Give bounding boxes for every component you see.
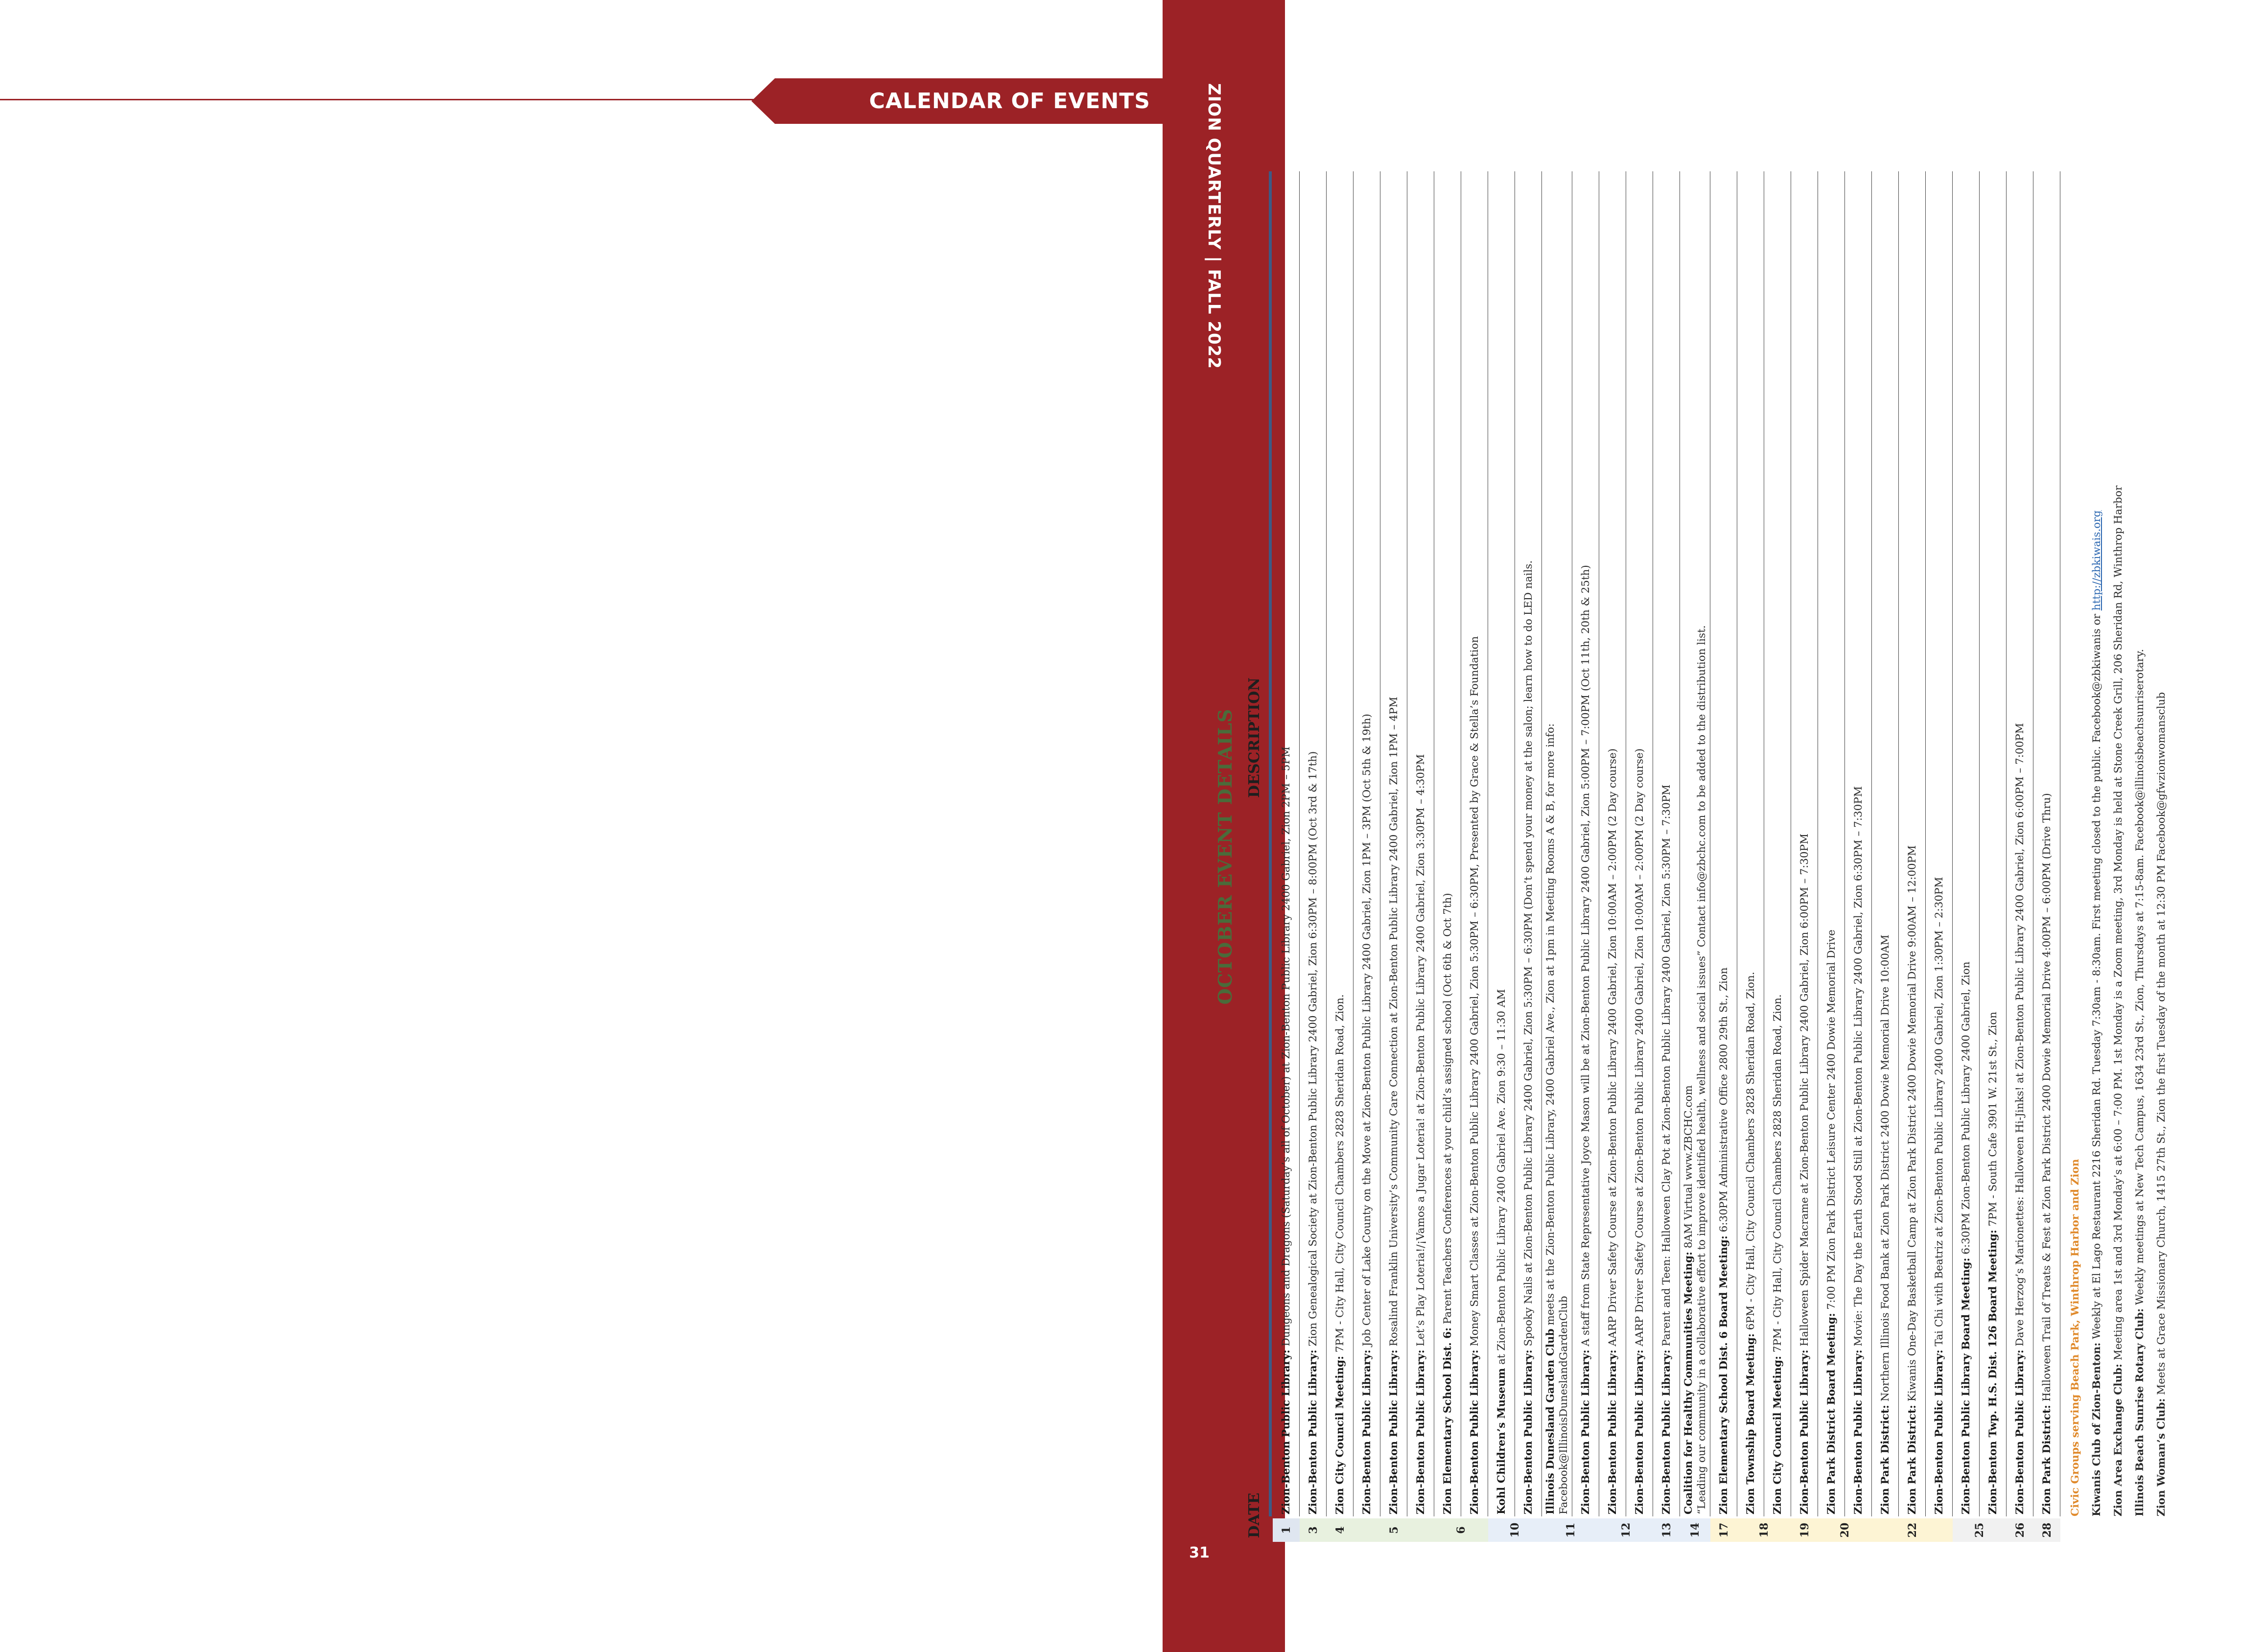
date-value: 18 (1758, 1522, 1771, 1538)
event-row (2033, 171, 2060, 1542)
event-text: 8AM Virtual www.ZBCHC.com (1682, 1085, 1695, 1252)
event-organizer: Zion-Benton Twp. H.S. Dist. 126 Board Meeting: (1987, 1230, 1999, 1514)
event-organizer: Zion-Benton Public Library: (1388, 1350, 1400, 1514)
event-row (1899, 171, 1926, 1542)
header-rule (0, 99, 764, 100)
event-description (1633, 171, 1646, 1516)
event-description (1771, 171, 1784, 1516)
event-row (1818, 171, 1845, 1542)
event-row (1542, 171, 1572, 1542)
date-value: 20 (1839, 1522, 1851, 1538)
event-organizer: Zion-Benton Public Library: (1280, 1350, 1292, 1514)
event-description (1852, 171, 1865, 1516)
event-text: 6:30PM Administrative Office 2800 29th St., Zion (1718, 967, 1730, 1236)
event-text: Parent and Teen: Halloween Clay Pot at Zion-Benton Public Library 2400 Gabriel, Zion 5:30PM – 7:30PM (1660, 784, 1673, 1350)
civic-groups-heading: Civic Groups serving Beach Park, Winthrop Harbor and Zion (2069, 1159, 2081, 1516)
event-details-page (1163, 171, 2264, 1542)
civic-group-link[interactable]: http://zbkiwais.org (2091, 510, 2103, 611)
event-description (1414, 171, 1427, 1516)
event-row (1926, 171, 1953, 1542)
event-description (1522, 171, 1535, 1516)
event-description (2040, 171, 2054, 1516)
description-column-header: DESCRIPTION (1246, 677, 1263, 798)
event-row (1872, 171, 1899, 1542)
event-organizer: Zion-Benton Public Library: (1522, 1350, 1535, 1514)
event-row (1626, 171, 1653, 1542)
event-description (1933, 171, 1946, 1516)
event-organizer: Zion Park District: (1879, 1405, 1891, 1514)
event-row (1354, 171, 1380, 1542)
date-value: 6 (1455, 1526, 1468, 1534)
date-value: 26 (2013, 1522, 2027, 1538)
event-row (1572, 171, 1599, 1542)
date-value: 22 (1906, 1522, 1919, 1538)
event-text: meets at the Zion-Benton Public Library, 2400 Gabriel Ave., Zion at 1pm in Meeting Rooms A & B, for more info: (1544, 723, 1557, 1329)
event-row (1407, 171, 1434, 1542)
civic-group-name: Illinois Beach Sunrise Rotary Club: (2134, 1308, 2146, 1516)
event-row (1300, 171, 1327, 1542)
page-title: OCTOBER EVENT DETAILS (1214, 708, 1236, 1005)
event-organizer: Zion City Council Meeting: (1772, 1356, 1784, 1514)
civic-group-details: Meets at Grace Missionary Church, 1415 27th St., Zion the first Tuesday of the month at 12:30 PM Facebook@gfwzionwomansclub (2155, 692, 2168, 1398)
event-organizer: Zion Park District: (1906, 1405, 1918, 1514)
event-text: A staff from State Representative Joyce Mason will be at Zion-Benton Public Library 2400 Gabriel, Zion 5:00PM – 7:00PM (Oct 11th, 20th & 25th) (1580, 565, 1592, 1350)
event-row (1380, 171, 1407, 1542)
event-organizer: Zion-Benton Public Library: (1607, 1350, 1619, 1514)
event-row (1953, 171, 1980, 1542)
event-description (1879, 171, 1892, 1516)
event-organizer: Zion-Benton Public Library: (1660, 1350, 1673, 1514)
event-row (1845, 171, 1872, 1542)
event-organizer: Zion-Benton Public Library: (1469, 1350, 1481, 1514)
event-row (1710, 171, 1737, 1542)
date-value: 4 (1333, 1526, 1347, 1534)
table-header-bar (1269, 171, 1272, 1516)
event-description (1682, 171, 1708, 1516)
event-organizer: Illinois Dunesland Garden Club (1544, 1328, 1557, 1514)
event-row (1980, 171, 2007, 1542)
event-description (1280, 171, 1293, 1516)
date-value: 5 (1387, 1526, 1400, 1534)
event-description (1825, 171, 1838, 1516)
event-text: AARP Driver Safety Course at Zion-Benton Public Library 2400 Gabriel, Zion 10:00AM – 2:00PM (2 Day course) (1634, 748, 1646, 1350)
date-value: 17 (1717, 1522, 1730, 1538)
civic-group-details: Weekly at El Lago Restaurant 2216 Sheridan Rd. Tuesday 7:30am - 8:30am. First meeting closed to the public. Facebook@zbkiwanis or (2091, 610, 2103, 1343)
event-text: Parent Teachers Conferences at your child’s assigned school (Oct 6th & Oct 7th) (1442, 893, 1454, 1327)
event-text: 7PM - South Cafe 3901 W. 21st St., Zion (1987, 1011, 1999, 1230)
event-row (1515, 171, 1542, 1542)
event-text: Northern Illinois Food Bank at Zion Park District 2400 Dowie Memorial Drive 10:00AM (1879, 934, 1891, 1405)
event-organizer: Zion-Benton Public Library: (1415, 1350, 1427, 1514)
event-organizer: Zion Park District: (2041, 1405, 2053, 1514)
event-description (1360, 171, 1374, 1516)
date-value: 11 (1564, 1522, 1577, 1538)
event-row (1680, 171, 1710, 1542)
event-text: Zion Genealogical Society at Zion-Benton Public Library 2400 Gabriel, Zion 6:30PM – 8:00PM (Oct 3rd & 17th) (1307, 751, 1319, 1350)
civic-group-name: Kiwanis Club of Zion-Benton: (2091, 1342, 2103, 1516)
event-organizer: Zion Township Board Meeting: (1745, 1333, 1757, 1514)
event-description (1544, 171, 1570, 1516)
event-text: 6PM - City Hall, City Council Chambers 2828 Sheridan Road, Zion. (1745, 972, 1757, 1334)
event-description (1441, 171, 1454, 1516)
event-organizer: Zion-Benton Public Library Board Meeting: (1960, 1257, 1972, 1514)
event-text: Dungeons and Dragons (Saturday’s all of October) at Zion-Benton Public Library 2400 Gabriel, Zion 2PM – 5PM (1280, 746, 1292, 1350)
event-description (1906, 171, 1919, 1516)
event-row (1461, 171, 1488, 1542)
civic-group-details: Weekly meetings at New Tech Campus, 1634 23rd St., Zion, Thursdays at 7:15-8am. Facebook@illinoisbeachsunriserotary. (2134, 649, 2146, 1308)
event-text: Movie: The Day the Earth Stood Still at Zion-Benton Public Library 2400 Gabriel, Zion 6:30PM – 7:30PM (1852, 786, 1865, 1350)
event-row (1764, 171, 1791, 1542)
event-row (1488, 171, 1515, 1542)
date-value: 12 (1620, 1522, 1633, 1538)
date-value: 25 (1973, 1522, 1986, 1538)
event-text: Rosalind Franklin University’s Community Care Connection at Zion-Benton Public Library 2400 Gabriel, Zion 1PM – 4PM (1388, 697, 1400, 1350)
event-organizer: Coalition for Healthy Communities Meeting: (1682, 1252, 1695, 1514)
civic-group-item (2112, 486, 2124, 1516)
event-text: Money Smart Classes at Zion-Benton Public Library 2400 Gabriel, Zion 5:30PM – 6:30PM, Presented by Grace & Stella’s Foundation (1469, 636, 1481, 1350)
event-row (1273, 171, 1300, 1542)
event-description (1495, 171, 1508, 1516)
civic-group-details: Meeting area 1st and 3rd Monday’s at 6:00 – 7:00 PM. 1st Monday is a Zoom meeting, 3rd Monday is held at Stone Creek Grill, 206 Sheridan Rd, Winthrop Harbor (2112, 485, 2124, 1364)
event-text: at Zion-Benton Public Library 2400 Gabriel Ave. Zion 9:30 – 11:30 AM (1495, 989, 1508, 1368)
event-description (1333, 171, 1347, 1516)
event-text-line2: Facebook@IllinoisDuneslandGardenClub (1558, 1296, 1570, 1514)
event-organizer: Zion-Benton Public Library: (1933, 1350, 1945, 1514)
event-organizer: Zion-Benton Public Library: (2014, 1350, 2026, 1514)
date-value: 1 (1280, 1526, 1293, 1534)
event-organizer: Zion-Benton Public Library: (1634, 1350, 1646, 1514)
event-description (1717, 171, 1730, 1516)
event-description (1744, 171, 1757, 1516)
event-text: Let’s Play Loteria!/¡Vamos a Jugar Loteria! at Zion-Benton Public Library 2400 Gabriel, Zion 3:30PM – 4:30PM (1415, 754, 1427, 1350)
date-value: 3 (1307, 1526, 1320, 1534)
event-text: Halloween Spider Macrame at Zion-Benton Public Library 2400 Gabriel, Zion 6:00PM – 7:30PM (1798, 833, 1811, 1350)
event-text: 7PM - City Hall, City Council Chambers 2828 Sheridan Road, Zion. (1772, 994, 1784, 1356)
date-value: 28 (2040, 1522, 2054, 1538)
event-row (1434, 171, 1461, 1542)
event-text: 7PM - City Hall, City Council Chambers 2828 Sheridan Road, Zion. (1334, 994, 1346, 1356)
date-value: 10 (1509, 1522, 1521, 1538)
section-tab-label: CALENDAR OF EVENTS (869, 89, 1150, 114)
event-description (1660, 171, 1673, 1516)
event-text: 7:00 PM Zion Park District Leisure Center 2400 Dowie Memorial Drive (1825, 930, 1838, 1313)
event-text: Halloween Trail of Treats & Fest at Zion Park District 2400 Dowie Memorial Drive 4:00PM – 6:00PM (Drive Thru) (2041, 793, 2053, 1405)
event-organizer: Zion-Benton Public Library: (1580, 1350, 1592, 1514)
event-organizer: Zion-Benton Public Library: (1798, 1350, 1811, 1514)
event-text: AARP Driver Safety Course at Zion-Benton Public Library 2400 Gabriel, Zion 10:00AM – 2:00PM (2 Day course) (1607, 748, 1619, 1350)
event-row (1791, 171, 1818, 1542)
event-text-line2: “Leading our community in a collaborative effort to improve identified health, wellness and social issues” Contact info@zbchc.com to be added to the distribution list. (1696, 625, 1708, 1514)
event-text: Job Center of Lake County on the Move at Zion-Benton Public Library 2400 Gabriel, Zion 1PM – 3PM (Oct 5th & 19th) (1361, 714, 1373, 1350)
event-description (1606, 171, 1619, 1516)
event-organizer: Kohl Children’s Museum (1495, 1368, 1508, 1514)
date-column-header: DATE (1246, 1492, 1263, 1538)
event-organizer: Zion-Benton Public Library: (1852, 1350, 1865, 1514)
event-description (1798, 171, 1811, 1516)
event-organizer: Zion Park District Board Meeting: (1825, 1313, 1838, 1514)
event-organizer: Zion Elementary School Dist. 6 Board Meeting: (1718, 1235, 1730, 1514)
event-organizer: Zion Elementary School Dist. 6: (1442, 1327, 1454, 1514)
event-description (2013, 171, 2027, 1516)
date-value: 19 (1798, 1522, 1811, 1538)
event-row (1327, 171, 1354, 1542)
event-text: Spooky Nails at Zion-Benton Public Library 2400 Gabriel, Zion 5:30PM – 6:30PM (Don’t spend your money at the salon; learn how to do LED nails. (1522, 560, 1535, 1350)
event-description (1387, 171, 1400, 1516)
event-text: Dave Herzog’s Marionettes: Halloween Hi-Jinks! at Zion-Benton Public Library 2400 Gabriel, Zion 6:00PM – 7:00PM (2014, 723, 2026, 1350)
civic-group-item (2091, 511, 2103, 1516)
event-row (1653, 171, 1680, 1542)
event-description (1986, 171, 2000, 1516)
event-organizer: Zion-Benton Public Library: (1307, 1350, 1319, 1514)
event-text: Kiwanis One-Day Basketball Camp at Zion Park District 2400 Dowie Memorial Drive 9:00AM – 12:00PM (1906, 845, 1918, 1405)
event-description (1307, 171, 1320, 1516)
civic-group-item (2155, 692, 2168, 1516)
magazine-title: ZION QUARTERLY | FALL 2022 (1204, 83, 1224, 370)
civic-group-name: Zion Area Exchange Club: (2112, 1364, 2124, 1516)
event-description (1579, 171, 1592, 1516)
civic-group-name: Zion Woman’s Club: (2155, 1398, 2168, 1516)
event-organizer: Zion City Council Meeting: (1334, 1356, 1346, 1514)
date-value: 13 (1660, 1522, 1673, 1538)
page-number: 31 (1189, 1544, 1210, 1561)
event-organizer: Zion-Benton Public Library: (1361, 1350, 1373, 1514)
event-row (1599, 171, 1626, 1542)
event-row (2007, 171, 2033, 1542)
date-value: 14 (1689, 1522, 1702, 1538)
event-row (1737, 171, 1764, 1542)
event-description (1468, 171, 1481, 1516)
event-description (1960, 171, 1973, 1516)
event-text: Tai Chi with Beatriz at Zion-Benton Public Library 2400 Gabriel, Zion 1:30PM – 2:30PM (1933, 877, 1945, 1350)
event-text: 6:30PM Zion-Benton Public Library 2400 Gabriel, Zion (1960, 961, 1972, 1258)
civic-group-item (2134, 649, 2146, 1516)
